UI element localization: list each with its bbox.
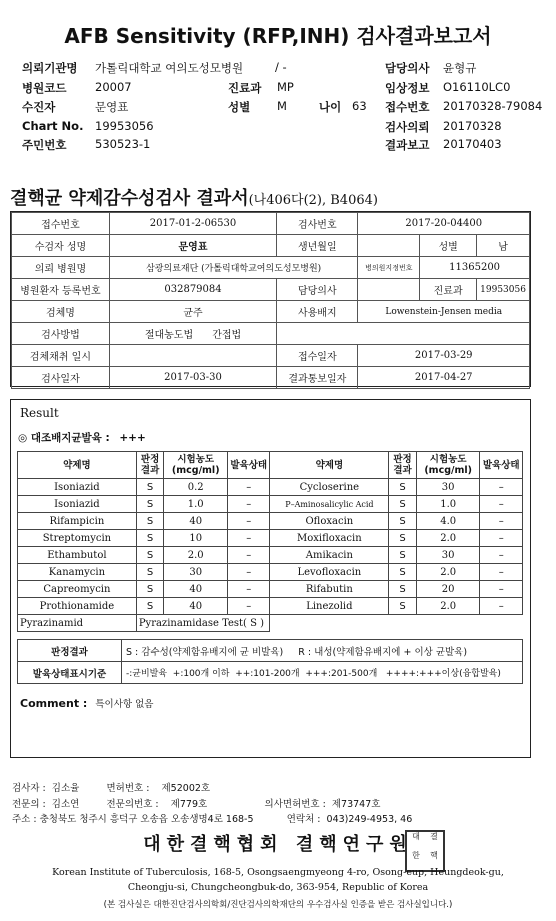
control-growth [18,430,146,445]
institute-name: 대한결핵협회 결핵연구원 [143,834,413,855]
growth-value: +++ [119,432,146,444]
drug-row [18,530,523,547]
value-age: 63 [352,99,367,113]
legend-row [18,640,523,662]
legend-table [17,639,523,684]
drug-row [18,496,523,513]
growth-status: – [228,598,270,615]
drug-name: Moxifloxacin [270,530,389,547]
comment [20,696,153,710]
form-label: 검체채취 일시 [12,345,110,367]
concentration: 2.0 [416,598,480,615]
growth-status: – [480,513,523,530]
value-clinical-info: O16110LC0 [443,80,511,94]
drug-name: Kanamycin [18,564,137,581]
concentration: 2.0 [164,547,228,564]
value-request-date: 20170328 [443,119,502,133]
institute-address-en-1: Korean Institute of Tuberculosis, 168-5, Osongsaengmyeong 4-ro, Osong-eup, Heungdeok-gu, [52,867,504,878]
growth-status: – [480,598,523,615]
drug-table-header [18,452,523,479]
growth-label: ◎ 대조배지균발육 : [18,432,110,444]
form-row [12,235,530,257]
judgement: S [389,598,417,615]
drug-name: Rifabutin [270,581,389,598]
form-box [10,211,531,387]
judgement: S [136,547,164,564]
form-value: 2017-03-30 [109,367,276,389]
judgement: S [136,581,164,598]
col-growth: 발육상태 [228,452,270,479]
form-value-empty [277,323,530,345]
form-row [12,367,530,389]
form-row [12,257,530,279]
growth-status: – [228,513,270,530]
certification-notice: (본 검사실은 대한진단검사의학회/진단검사의학재단의 우수검사실 인증을 받은 검사실입니다.) [103,900,453,910]
form-value: 2017-20-04400 [358,213,530,235]
judgement: S [389,513,417,530]
concentration: 30 [416,547,480,564]
form-label: 검사방법 [12,323,110,345]
form-label: 병원환자 등록번호 [12,279,110,301]
drug-row [18,513,523,530]
form-value [109,345,276,367]
form-row [12,213,530,235]
label-receipt-no: 접수번호 [385,100,430,114]
judgement: S [136,564,164,581]
form-value: 11365200 [420,257,530,279]
label-doctor: 담당의사 [385,61,430,75]
drug-name: Ethambutol [18,547,137,564]
form-row [12,323,530,345]
label-sex: 성별 [228,100,251,114]
comment-value: 특이사항 없음 [95,699,154,710]
form-value: 2017-03-29 [358,345,530,367]
form-value: 삼광의료재단 (가톨릭대학교여의도성모병원) [109,257,358,279]
form-value: 문영표 [109,235,276,257]
form-value: 032879084 [109,279,276,301]
growth-status: – [228,496,270,513]
drug-row [18,479,523,496]
col-drug: 약제명 [18,452,137,479]
legend-label: 판정결과 [18,640,122,662]
growth-status: – [480,479,523,496]
official-seal: 대 결 한 핵 [405,830,445,872]
col-concentration: 시험농도 (mcg/ml) [164,452,228,479]
value-requesting-org-suffix: / - [275,60,287,74]
legend-label: 발육상태표시기준 [18,662,122,684]
judgement: S [389,581,417,598]
form-label: 사용배지 [277,301,358,323]
value-hospital-code: 20007 [95,80,132,94]
form-label: 진료과 [420,279,477,301]
judgement: S [389,496,417,513]
footer-tester: 검사자 : 김소율 면허번호 : 제52002호 [12,783,211,794]
drug-name: Streptomycin [18,530,137,547]
form-row [12,279,530,301]
drug-name: Cycloserine [270,479,389,496]
pyrazinamid-value: Pyrazinamidase Test( S ) [136,615,270,632]
drug-table [17,451,523,632]
concentration: 4.0 [416,513,480,530]
form-label: 검체명 [12,301,110,323]
form-label: 접수번호 [12,213,110,235]
pyrazinamid-name: Pyrazinamid [18,615,137,632]
growth-status: – [228,564,270,581]
legend-text: S : 감수성(약제함유배지에 균 비발육) R : 내성(약제함유배지에 + 이상 균발육) [122,640,523,662]
value-receipt-no: 20170328-79084 [443,99,543,113]
footer-address: 주소 : 충청북도 청주시 흥덕구 오송읍 오송생명4로 168-5 연락처 : 043)249-4953, 46 [12,814,413,825]
judgement: S [389,564,417,581]
value-resident-no: 530523-1 [95,137,151,151]
result-box [10,399,531,758]
label-hospital-code: 병원코드 [22,81,67,95]
form-label: 성별 [420,235,477,257]
form-value [109,323,276,345]
concentration: 40 [164,513,228,530]
footer-specialist: 전문의 : 김소연 전문의번호 : 제779호 의사면허번호 : 제73747호 [12,799,381,810]
drug-name: Capreomycin [18,581,137,598]
form-value: 2017-01-2-06530 [109,213,276,235]
value-requesting-org: 가톨릭대학교 여의도성모병원 [95,61,244,75]
drug-rows [18,479,523,615]
col-concentration: 시험농도 (mcg/ml) [416,452,480,479]
value-report-date: 20170403 [443,137,502,151]
form-title-text: 결핵균 약제감수성검사 결과서 [10,188,249,209]
form-value: 19953056 [477,279,530,301]
form-title [10,184,378,210]
form-value [358,279,420,301]
growth-status: – [480,564,523,581]
concentration: 10 [164,530,228,547]
method-absolute: 절대농도법 [144,330,194,341]
label-resident-no: 주민번호 [22,138,67,152]
growth-status: – [228,581,270,598]
institute-address-en-2: Cheongju-si, Chungcheongbuk-do, 363-954, Republic of Korea [127,882,429,893]
form-label: 접수일자 [277,345,358,367]
label-chart-no: Chart No. [22,119,84,133]
label-report-date: 결과보고 [385,138,430,152]
form-subtitle: (나406다(2), B4064) [248,193,378,208]
concentration: 40 [164,581,228,598]
concentration: 30 [164,564,228,581]
growth-status: – [228,547,270,564]
label-clinical-info: 임상정보 [385,81,430,95]
form-value: 남 [477,235,530,257]
drug-name: Rifampicin [18,513,137,530]
judgement: S [389,479,417,496]
form-label: 의뢰 병원명 [12,257,110,279]
form-value [358,235,420,257]
drug-name: Ofloxacin [270,513,389,530]
value-department: MP [277,80,294,94]
judgement: S [389,547,417,564]
form-label: 생년월일 [277,235,358,257]
form-label: 수검자 성명 [12,235,110,257]
growth-status: – [480,496,523,513]
form-value: 2017-04-27 [358,367,530,389]
value-chart-no: 19953056 [95,119,154,133]
drug-row [18,564,523,581]
form-label: 검사일자 [12,367,110,389]
drug-name: Isoniazid [18,496,137,513]
drug-name: Prothionamide [18,598,137,615]
growth-status: – [228,479,270,496]
form-value: 균주 [109,301,276,323]
form-value: Lowenstein-Jensen media [358,301,530,323]
judgement: S [136,496,164,513]
value-sex: M [277,99,287,113]
label-request-date: 검사의뢰 [385,120,430,134]
judgement: S [389,530,417,547]
col-judgement: 판정결과 [389,452,417,479]
col-growth: 발육상태 [480,452,523,479]
concentration: 2.0 [416,564,480,581]
drug-name: Isoniazid [18,479,137,496]
growth-status: – [228,530,270,547]
label-requesting-org: 의뢰기관명 [22,61,78,75]
label-patient: 수진자 [22,100,56,114]
col-drug: 약제명 [270,452,389,479]
legend-row [18,662,523,684]
legend-text: -:균비발육 +:100개 이하 ++:101-200개 +++:201-500개 ++++:+++이상(융합발육) [122,662,523,684]
judgement: S [136,479,164,496]
concentration: 1.0 [164,496,228,513]
drug-row [18,581,523,598]
label-age: 나이 [319,100,342,114]
concentration: 20 [416,581,480,598]
growth-status: – [480,547,523,564]
pyrazinamid-row [18,615,523,632]
form-row [12,345,530,367]
label-department: 진료과 [228,81,262,95]
pyrazinamid-empty [270,615,523,632]
value-doctor: 윤형규 [443,61,477,75]
drug-name: Linezolid [270,598,389,615]
result-label: Result [20,406,59,420]
page-title: AFB Sensitivity (RFP,INH) 검사결과보고서 [64,24,492,48]
value-patient: 문영표 [95,100,129,114]
growth-status: – [480,581,523,598]
form-label: 담당의사 [277,279,358,301]
drug-row [18,547,523,564]
form-table [11,212,530,389]
form-label: 결과통보일자 [277,367,358,389]
concentration: 40 [164,598,228,615]
drug-row [18,598,523,615]
concentration: 1.0 [416,496,480,513]
comment-label: Comment : [20,697,88,710]
drug-name: Amikacin [270,547,389,564]
judgement: S [136,513,164,530]
growth-status: – [480,530,523,547]
concentration: 30 [416,479,480,496]
form-label: 검사번호 [277,213,358,235]
drug-name: P–Aminosalicylic Acid [270,496,389,513]
form-label: 병의원지정번호 [358,257,420,279]
form-row [12,301,530,323]
col-judgement: 판정결과 [136,452,164,479]
judgement: S [136,530,164,547]
drug-name: Levofloxacin [270,564,389,581]
concentration: 0.2 [164,479,228,496]
method-indirect: 간접법 [212,330,242,341]
judgement: S [136,598,164,615]
concentration: 2.0 [416,530,480,547]
